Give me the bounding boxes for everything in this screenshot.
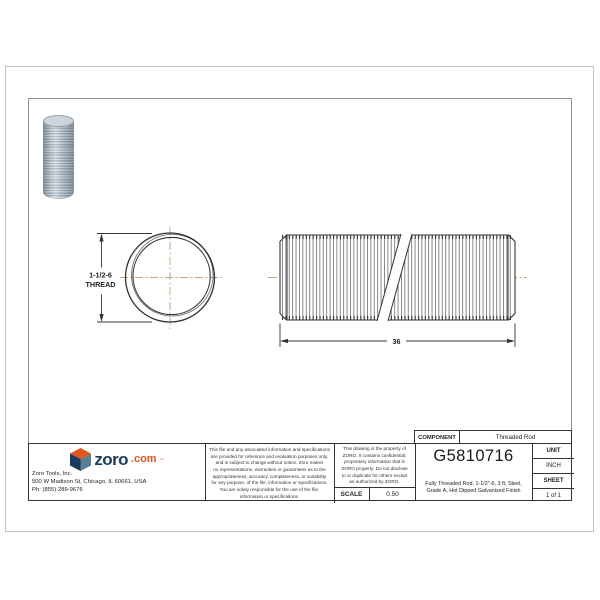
zoro-cube-icon (70, 448, 91, 471)
component-label: COMPONENT (415, 431, 460, 444)
component-value: Threaded Rod (495, 434, 536, 441)
sheet-value: 1 of 1 (545, 493, 561, 500)
scale-label: SCALE (334, 488, 370, 500)
part-description (415, 481, 532, 496)
disclaimer-box (205, 444, 335, 503)
thread-intermediate-circle (132, 234, 214, 316)
property-line: ZORO property. Do not disclose (341, 466, 408, 472)
address-line: Zoro Tools, Inc. (32, 471, 73, 477)
property-line: proprietary information that is (344, 459, 405, 465)
property-notice-box (334, 444, 416, 500)
disclaimer-line: You are solely responsible for the use of the file, (219, 487, 320, 493)
part-number: G5810716 (433, 447, 514, 465)
thread-size-label-line1: 1-1/2-6 (89, 270, 112, 280)
end-view (86, 227, 222, 329)
description-line: Grade A, Hot Dipped Galvanized Finish (426, 488, 521, 495)
logo-tld-text: .com (130, 453, 157, 465)
arrowhead-down-icon (99, 314, 103, 322)
logo-trademark: ™ (159, 456, 164, 462)
address-line: Ph: (855) 289-9676 (32, 486, 83, 493)
arrowhead-up-icon (99, 234, 103, 242)
address-line: 500 W Madison St, Chicago, IL 60661, USA (32, 478, 147, 485)
component-row (414, 430, 572, 444)
property-line: ZORO. It contains confidential, (342, 452, 407, 458)
disclaimer-line: and is subject to change without notice. Zoro makes (215, 460, 324, 466)
description-line: Fully Threaded Rod, 1-1/2"-6, 3 ft, Steel, (425, 480, 522, 487)
company-address (32, 471, 146, 495)
length-dimension-label: 36 (392, 336, 401, 346)
property-notice (334, 446, 415, 486)
sheet-label: SHEET (533, 474, 574, 489)
disclaimer-line: are provided for reference and evaluation purposes only, (210, 453, 329, 459)
unit-sheet-column (532, 444, 574, 500)
property-line: to or duplicate for others except (341, 472, 408, 478)
arrowhead-right-icon (507, 339, 515, 343)
unit-value: INCH (533, 459, 574, 474)
disclaimer-line: appropriateness, accuracy, completeness, or suitability (212, 473, 327, 479)
side-view (268, 234, 527, 347)
scale-row (334, 487, 415, 500)
part-info-box (415, 444, 573, 500)
disclaimer-line: This file and any associated information and specifications (209, 447, 330, 452)
thread-minor-diameter-circle (133, 237, 210, 314)
company-box (29, 444, 206, 500)
part-number-area (415, 444, 532, 500)
thread-size-label-line2: THREAD (85, 280, 116, 289)
property-line: This drawing is the property of (343, 446, 406, 451)
title-block (28, 443, 572, 501)
disclaimer-line: no representations, warranties or guarantees as to the (213, 467, 326, 473)
property-line: as authorized by ZORO. (349, 479, 400, 485)
disclaimer-line: for any purpose, of the file, information or specifications. (211, 480, 328, 486)
zoro-logo (29, 448, 205, 471)
unit-label: UNIT (533, 444, 574, 459)
arrowhead-left-icon (280, 339, 288, 343)
scale-value: 0.50 (386, 490, 399, 498)
disclaimer-line: information or specifications. (239, 493, 300, 499)
logo-brand-text: zoro (94, 450, 128, 469)
